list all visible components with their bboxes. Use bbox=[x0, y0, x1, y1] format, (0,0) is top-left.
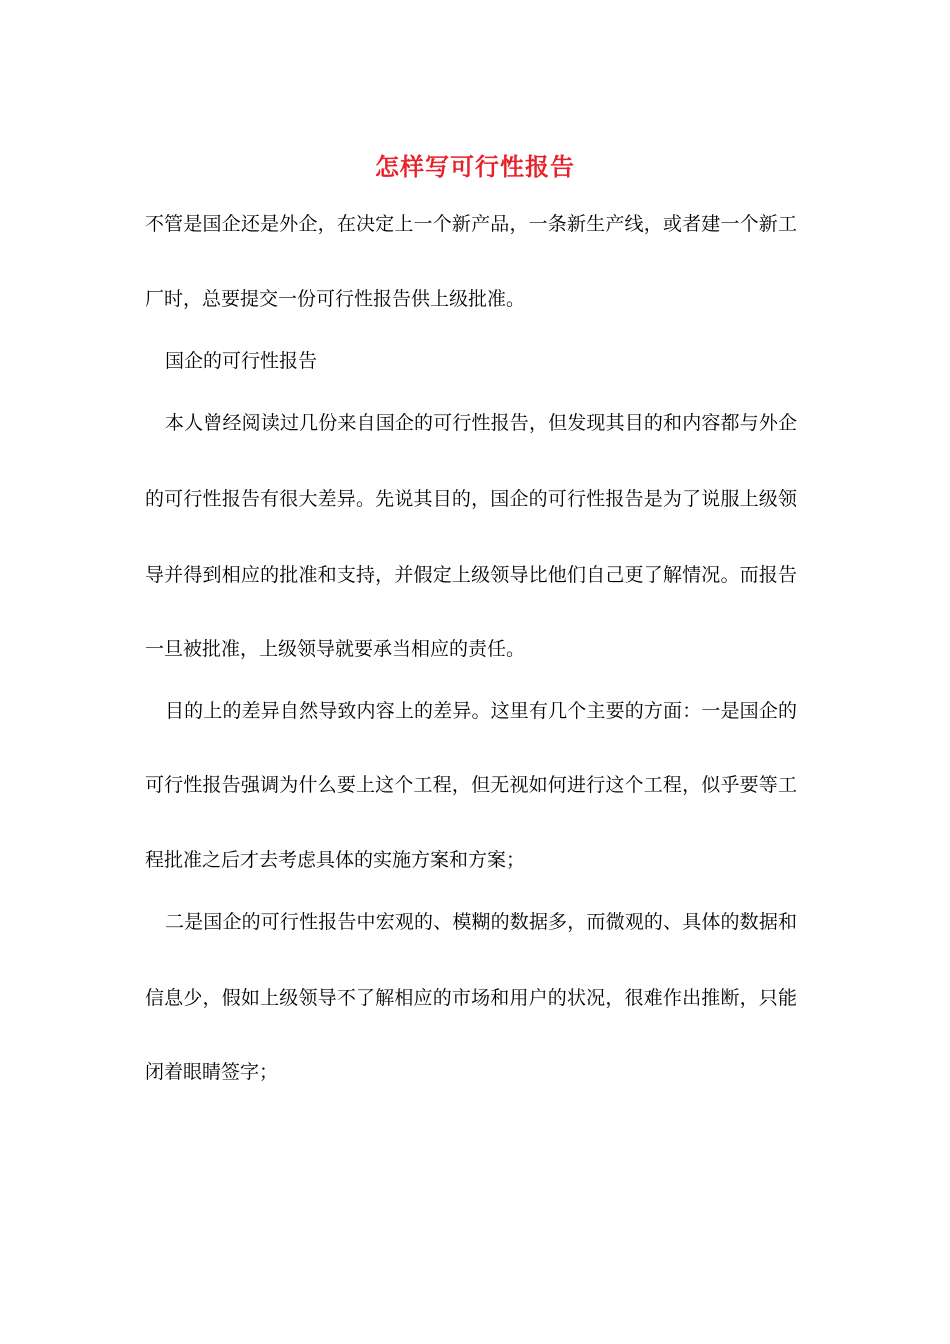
text-line: 导并得到相应的批准和支持，并假定上级领导比他们自己更了解情况。而报告 bbox=[145, 564, 797, 586]
text-line: 可行性报告强调为什么要上这个工程，但无视如何进行这个工程，似乎要等工 bbox=[145, 774, 797, 796]
text-line: 本人曾经阅读过几份来自国企的可行性报告，但发现其目的和内容都与外企 bbox=[165, 412, 797, 434]
text-line: 一旦被批准，上级领导就要承当相应的责任。 bbox=[145, 638, 526, 660]
document-title: 怎样写可行性报告 bbox=[375, 152, 575, 181]
text-line: 信息少，假如上级领导不了解相应的市场和用户的状况，很难作出推断，只能 bbox=[145, 987, 797, 1009]
text-line: 目的上的差异自然导致内容上的差异。这里有几个主要的方面：一是国企的 bbox=[165, 700, 797, 722]
text-line: 闭着眼睛签字； bbox=[145, 1061, 279, 1083]
text-line: 程批准之后才去考虑具体的实施方案和方案； bbox=[145, 849, 526, 871]
section-heading: 国企的可行性报告 bbox=[165, 350, 318, 372]
text-line: 二是国企的可行性报告中宏观的、模糊的数据多，而微观的、具体的数据和 bbox=[165, 911, 797, 933]
text-line: 厂时，总要提交一份可行性报告供上级批准。 bbox=[145, 288, 526, 310]
text-line: 的可行性报告有很大差异。先说其目的，国企的可行性报告是为了说服上级领 bbox=[145, 488, 797, 510]
text-line: 不管是国企还是外企，在决定上一个新产品，一条新生产线，或者建一个新工 bbox=[145, 213, 797, 235]
